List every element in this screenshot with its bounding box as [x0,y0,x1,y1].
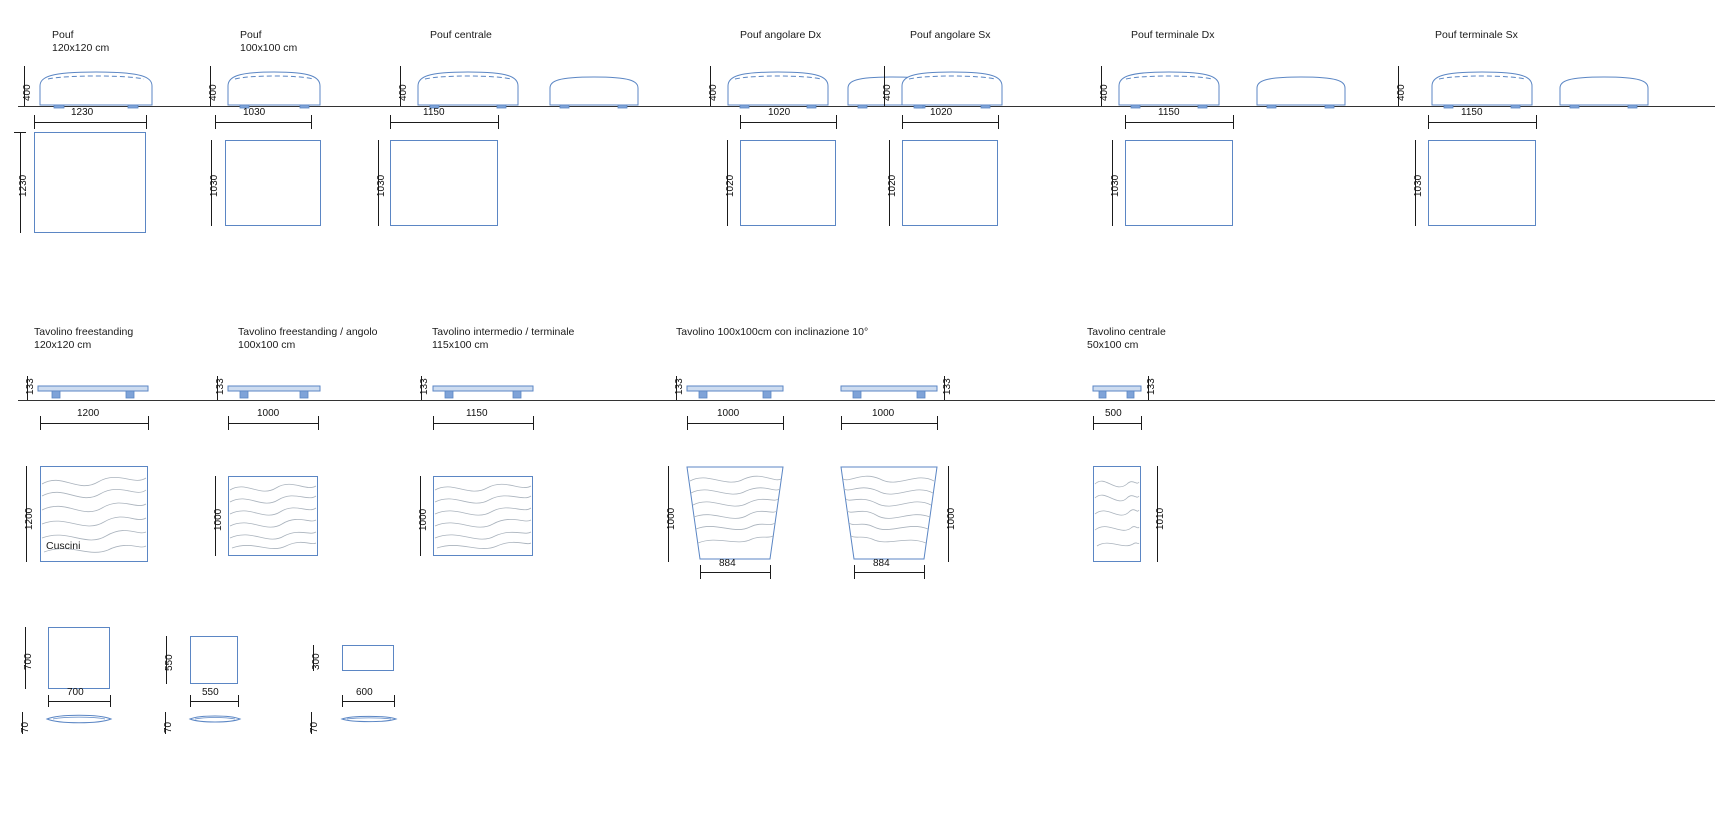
dim-tavolino-1-depth: 1200 [24,507,35,530]
dim-tick [836,115,837,129]
pouf-terminale-dx-elevation-side [1255,74,1347,108]
tavolino-freestanding-elevation [38,384,148,400]
dim-line-h-t4b [700,572,770,573]
tavolino-3-marble-hatch [433,476,533,556]
dim-tick [1428,115,1429,129]
dim-line-h-c3w [342,701,394,702]
dim-tavolino-5-bottom: 884 [873,558,890,569]
dim-line-h-c1w [48,701,110,702]
dim-tick [190,695,191,707]
cuscino-3-plan [342,645,394,671]
dim-pouf-centrale-height: 400 [398,84,409,101]
dim-tick [238,695,239,707]
dim-pouf-terminale-sx-width: 1150 [1461,107,1483,118]
dim-tick [1125,115,1126,129]
tavolino-2-marble-hatch [228,476,318,556]
pouf-centrale-elevation-front [414,64,522,108]
dim-tick [342,695,343,707]
dim-tick [783,416,784,430]
dim-line-h-t2w [228,423,318,424]
tavolino-4-plan [682,465,788,561]
dim-pouf-angolare-sx-depth: 1020 [887,174,898,197]
pouf-1-elevation [36,64,156,108]
dim-pouf-terminale-sx-depth: 1030 [1413,174,1424,197]
dim-tavolino-3-width: 1150 [466,408,488,419]
cuscino-2-plan [190,636,238,684]
dim-tick [148,416,149,430]
dim-line-h-w1 [34,122,146,123]
dim-pouf-1-width: 1230 [71,107,94,118]
dim-pouf-terminale-dx-height: 400 [1099,84,1110,101]
dim-cuscino-3-thickness: 70 [309,721,320,733]
dim-pouf-1-height: 400 [22,84,33,101]
tavolino-6-marble-hatch [1093,466,1141,562]
dim-cuscino-2-width: 550 [202,687,219,698]
pouf-terminale-sx-elevation-side [1558,74,1650,108]
dim-tick [228,416,229,430]
dim-line-h-t5b [854,572,924,573]
cuscino-1-elevation [45,713,113,725]
dim-tick [14,132,26,133]
item-label-pouf-terminale-dx: Pouf terminale Dx [1131,29,1215,41]
dim-pouf-terminale-sx-height: 400 [1396,84,1407,101]
dim-tavolino-4-height: 133 [674,378,685,395]
dim-line-h-t6w [1093,423,1141,424]
dim-tavolino-2-depth: 1000 [213,508,224,531]
pouf-1-plan [34,132,146,233]
pouf-angolare-sx-plan [902,140,998,226]
dim-tick [1141,416,1142,430]
dim-tavolino-2-height: 133 [215,378,226,395]
dim-tick [902,115,903,129]
pouf-terminale-dx-elevation-front [1115,64,1223,108]
dim-tavolino-5-width: 1000 [872,408,895,419]
dim-line-h-w2 [215,122,311,123]
dim-line-h-w6 [1125,122,1233,123]
dim-tick [146,115,147,129]
dim-tick [318,416,319,430]
dim-tick [740,115,741,129]
pouf-angolare-sx-elevation-front [898,64,1006,108]
item-label-tavolino-centrale: Tavolino centrale 50x100 cm [1087,326,1166,351]
cuscino-3-elevation [340,713,398,725]
dim-tick [854,565,855,579]
dim-tick [937,416,938,430]
tavolino-5-plan [836,465,942,561]
dim-tavolino-1-height: 133 [25,378,36,395]
dim-pouf-angolare-sx-height: 400 [882,84,893,101]
dim-tick [110,695,111,707]
dim-tavolino-6-height: 133 [1146,378,1157,395]
dim-line-h-w5 [902,122,998,123]
dim-tick [533,416,534,430]
dim-tick [687,416,688,430]
dim-tavolino-4-bottom: 884 [719,558,736,569]
dim-cuscino-2-thickness: 70 [163,721,174,733]
tavolino-angolo-elevation [228,384,320,400]
dim-pouf-angolare-dx-height: 400 [708,84,719,101]
dim-pouf-angolare-sx-width: 1020 [930,107,953,118]
dim-tick [998,115,999,129]
dim-pouf-terminale-dx-width: 1150 [1158,107,1180,118]
item-label-tavolino-freestanding: Tavolino freestanding 120x120 cm [34,326,134,351]
dim-pouf-2-width: 1030 [243,107,266,118]
tavolino-intermedio-elevation [433,384,533,400]
item-label-pouf-angolare-sx: Pouf angolare Sx [910,29,991,41]
pouf-terminale-sx-elevation-front [1428,64,1536,108]
dim-tick [1093,416,1094,430]
item-label-tavolino-intermedio: Tavolino intermedio / terminale 115x100 cm [432,326,575,351]
dim-pouf-2-depth: 1030 [209,174,220,197]
dim-tick [48,695,49,707]
dim-cuscino-3-width: 600 [356,687,373,698]
dim-line-h-c2w [190,701,238,702]
tavolino-centrale-elevation [1093,384,1141,400]
pouf-centrale-elevation-side [548,74,640,108]
item-label-pouf-terminale-sx: Pouf terminale Sx [1435,29,1518,41]
dim-cuscino-1-depth: 700 [23,653,34,670]
pouf-2-elevation [224,64,324,108]
dim-tick [770,565,771,579]
tavolino-inclinato-a-elevation [687,384,783,400]
dim-tick [394,695,395,707]
item-label-tavolino-inclinato: Tavolino 100x100cm con inclinazione 10° [676,326,869,338]
dim-tick [924,565,925,579]
dim-tavolino-6-width: 500 [1105,408,1122,419]
dim-cuscino-1-thickness: 70 [20,721,31,733]
dim-tick [390,115,391,129]
dim-line-h-w4 [740,122,836,123]
item-label-pouf-1: Pouf 120x120 cm [52,29,110,54]
dim-tick [1536,115,1537,129]
elevation-baseline-row2 [18,400,1715,401]
dim-tavolino-4-width: 1000 [717,408,740,419]
dim-tick [433,416,434,430]
cuscino-2-elevation [188,713,242,725]
pouf-terminale-dx-plan [1125,140,1233,226]
section-label-cuscini: Cuscini [46,540,81,552]
dim-line-h-t4w [687,423,783,424]
item-label-pouf-2: Pouf 100x100 cm [240,29,298,54]
dim-line-h-t1w [40,423,148,424]
pouf-angolare-dx-elevation-front [724,64,832,108]
dim-tavolino-1-width: 1200 [77,408,100,419]
dim-pouf-angolare-dx-width: 1020 [768,107,791,118]
item-label-pouf-angolare-dx: Pouf angolare Dx [740,29,822,41]
dim-cuscino-2-depth: 550 [164,654,175,671]
dim-pouf-terminale-dx-depth: 1030 [1110,174,1121,197]
dim-tavolino-5-height: 133 [942,378,953,395]
dim-tick [841,416,842,430]
dim-tick [700,565,701,579]
dim-tick [215,115,216,129]
dim-tick [498,115,499,129]
pouf-2-plan [225,140,321,226]
pouf-terminale-sx-plan [1428,140,1536,226]
dim-line-h-t3w [433,423,533,424]
dim-tick [40,416,41,430]
dim-cuscino-3-depth: 300 [311,653,322,670]
dim-line-h-w3 [390,122,498,123]
dim-pouf-2-height: 400 [208,84,219,101]
dim-tavolino-3-height: 133 [419,378,430,395]
dim-tick [1233,115,1234,129]
dim-tick [311,115,312,129]
dim-tavolino-5-depth: 1000 [946,507,957,530]
item-label-tavolino-angolo: Tavolino freestanding / angolo 100x100 cm [238,326,378,351]
dim-cuscino-1-width: 700 [67,687,84,698]
dim-line-h-t5w [841,423,937,424]
cuscino-1-plan [48,627,110,689]
item-label-pouf-centrale: Pouf centrale [430,29,492,41]
dim-pouf-1-depth: 1230 [18,174,29,197]
dim-tavolino-3-depth: 1000 [418,508,429,531]
dim-pouf-angolare-dx-depth: 1020 [725,174,736,197]
dim-tavolino-2-width: 1000 [257,408,280,419]
pouf-centrale-plan [390,140,498,226]
dim-tavolino-4-depth: 1000 [666,507,677,530]
pouf-angolare-dx-plan [740,140,836,226]
tavolino-5-elevation [841,384,937,400]
dim-line-h-w7 [1428,122,1536,123]
dim-pouf-centrale-depth: 1030 [376,174,387,197]
dim-tick [34,115,35,129]
dim-tavolino-6-depth: 1010 [1155,507,1166,530]
dim-pouf-centrale-width: 1150 [423,107,445,118]
